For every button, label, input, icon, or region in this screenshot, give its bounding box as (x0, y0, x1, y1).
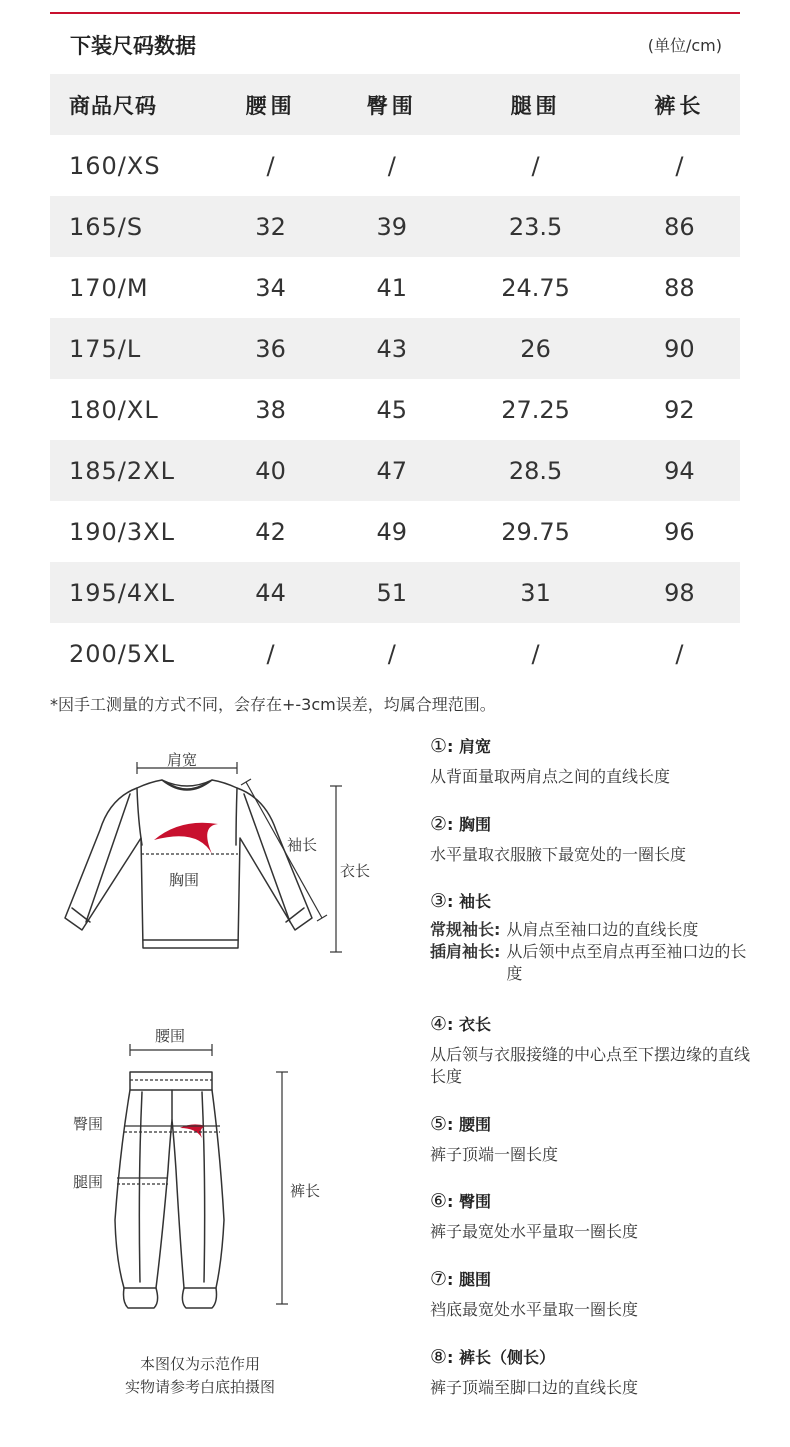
desc-thigh (430, 1267, 750, 1321)
desc-number: ③ (430, 890, 448, 912)
table-row (50, 257, 740, 318)
desc-pants-length (430, 1345, 750, 1399)
sweatshirt-diagram (50, 740, 380, 980)
cell-length: 88 (664, 273, 695, 302)
desc-title: : 腿围 (447, 1270, 492, 1289)
cell-waist: / (266, 151, 275, 180)
cell-waist: 34 (255, 273, 286, 302)
cell-hip: 39 (331, 196, 452, 257)
cell-thigh: / (531, 151, 540, 180)
cell-thigh: 23.5 (452, 196, 619, 257)
desc-number: ⑥ (430, 1190, 448, 1212)
desc-sleeve-key-1: 常规袖长: (430, 920, 501, 939)
cell-length: 94 (619, 440, 740, 501)
desc-text: 裆底最宽处水平量取一圈长度 (430, 1300, 639, 1319)
table-header-row (50, 74, 740, 135)
cell-thigh: 28.5 (452, 440, 619, 501)
cell-size: 195/4XL (50, 562, 210, 623)
desc-text: 从后领与衣服接缝的中心点至下摆边缘的直线长度 (430, 1045, 751, 1086)
desc-title: : 腰围 (447, 1115, 492, 1134)
cell-size: 200/5XL (69, 639, 175, 668)
cell-size: 180/XL (69, 395, 159, 424)
pants-outline (115, 1090, 224, 1288)
cell-thigh: 31 (452, 562, 619, 623)
cell-thigh: 27.25 (501, 395, 570, 424)
top-accent-line (50, 12, 740, 14)
label-sleeve: 袖长 (287, 836, 318, 854)
desc-text: 水平量取衣服腋下最宽处的一圈长度 (430, 845, 687, 864)
cell-waist: 32 (210, 196, 331, 257)
caption-line-2: 实物请参考白底拍摄图 (124, 1378, 275, 1396)
unit-label: (单位/cm) (647, 36, 722, 55)
cell-length: / (675, 639, 684, 668)
label-waist: 腰围 (155, 1027, 186, 1045)
cell-size: 160/XS (69, 151, 161, 180)
cell-hip: / (387, 151, 396, 180)
section-title: 下装尺码数据 (70, 34, 196, 58)
cell-size: 170/M (69, 273, 149, 302)
cell-waist: 42 (255, 517, 286, 546)
cell-hip: 45 (376, 395, 407, 424)
desc-shoulder (430, 734, 750, 788)
desc-text: 裤子最宽处水平量取一圈长度 (430, 1222, 639, 1241)
cell-waist: 44 (210, 562, 331, 623)
desc-number: ① (430, 735, 448, 757)
cell-waist: 40 (210, 440, 331, 501)
cell-hip: 51 (331, 562, 452, 623)
col-header-hip: 臀围 (331, 74, 452, 135)
cell-thigh: 26 (452, 318, 619, 379)
cell-thigh: 29.75 (501, 517, 570, 546)
caption-line-1: 本图仅为示范作用 (139, 1355, 260, 1373)
desc-sleeve-key-2: 插肩袖长: (430, 942, 501, 961)
cell-hip: 47 (331, 440, 452, 501)
pants-diagram (60, 1020, 340, 1320)
table-row (50, 379, 740, 440)
desc-title: : 胸围 (447, 815, 492, 834)
desc-number: ⑧ (430, 1346, 448, 1368)
cell-length: 96 (664, 517, 695, 546)
table-row (50, 562, 740, 623)
table-row (50, 135, 740, 196)
cell-size: 175/L (50, 318, 210, 379)
desc-number: ⑤ (430, 1113, 448, 1135)
col-header-waist: 腰围 (210, 74, 331, 135)
desc-text: 裤子顶端至脚口边的直线长度 (430, 1378, 639, 1397)
label-thigh: 腿围 (73, 1173, 104, 1191)
desc-title: : 袖长 (447, 892, 492, 911)
label-chest: 胸围 (169, 871, 200, 889)
label-hip: 臀围 (73, 1115, 104, 1133)
cell-waist: 38 (255, 395, 286, 424)
desc-sleeve (430, 889, 750, 985)
label-length: 衣长 (340, 862, 371, 880)
table-row (50, 623, 740, 684)
size-table (50, 74, 740, 684)
cell-length: 86 (619, 196, 740, 257)
desc-title: : 衣长 (447, 1015, 492, 1034)
cell-waist: 36 (210, 318, 331, 379)
cell-thigh: 24.75 (501, 273, 570, 302)
cell-length: 90 (619, 318, 740, 379)
cell-waist: / (266, 639, 275, 668)
brand-logo-swoosh (154, 823, 218, 854)
desc-title: : 裤长（侧长） (447, 1348, 556, 1367)
sweatshirt-outline (65, 780, 312, 948)
cell-length: / (675, 151, 684, 180)
table-row (50, 196, 740, 257)
cell-size: 190/3XL (69, 517, 175, 546)
cell-length: 98 (619, 562, 740, 623)
cell-hip: / (387, 639, 396, 668)
desc-length (430, 1012, 750, 1088)
desc-sleeve-value-1: 从肩点至袖口边的直线长度 (506, 920, 699, 939)
cell-hip: 41 (376, 273, 407, 302)
desc-title: : 肩宽 (447, 737, 492, 756)
col-header-thigh: 腿围 (452, 74, 619, 135)
desc-sleeve-value-2: 从后领中点至肩点再至袖口边的长度 (506, 942, 747, 983)
cell-size: 165/S (50, 196, 210, 257)
tolerance-note: *因手工测量的方式不同，会存在+-3cm误差，均属合理范围。 (50, 695, 496, 714)
desc-waist (430, 1112, 750, 1166)
cell-hip: 43 (331, 318, 452, 379)
cell-size: 185/2XL (50, 440, 210, 501)
label-pants-length: 裤长 (290, 1182, 321, 1200)
cell-hip: 49 (376, 517, 407, 546)
table-row (50, 440, 740, 501)
desc-text: 裤子顶端一圈长度 (430, 1145, 559, 1164)
cell-length: 92 (664, 395, 695, 424)
cell-thigh: / (531, 639, 540, 668)
desc-text: 从背面量取两肩点之间的直线长度 (430, 767, 671, 786)
pants-waistband (130, 1072, 212, 1090)
diagram-caption (110, 1353, 290, 1399)
desc-number: ⑦ (430, 1268, 448, 1290)
table-row (50, 318, 740, 379)
table-row (50, 501, 740, 562)
desc-chest (430, 812, 750, 866)
col-header-size: 商品尺码 (50, 74, 210, 135)
label-shoulder: 肩宽 (167, 751, 198, 769)
desc-number: ④ (430, 1013, 448, 1035)
desc-hip (430, 1189, 750, 1243)
desc-title: : 臀围 (447, 1192, 492, 1211)
desc-number: ② (430, 813, 448, 835)
col-header-length: 裤长 (619, 74, 740, 135)
